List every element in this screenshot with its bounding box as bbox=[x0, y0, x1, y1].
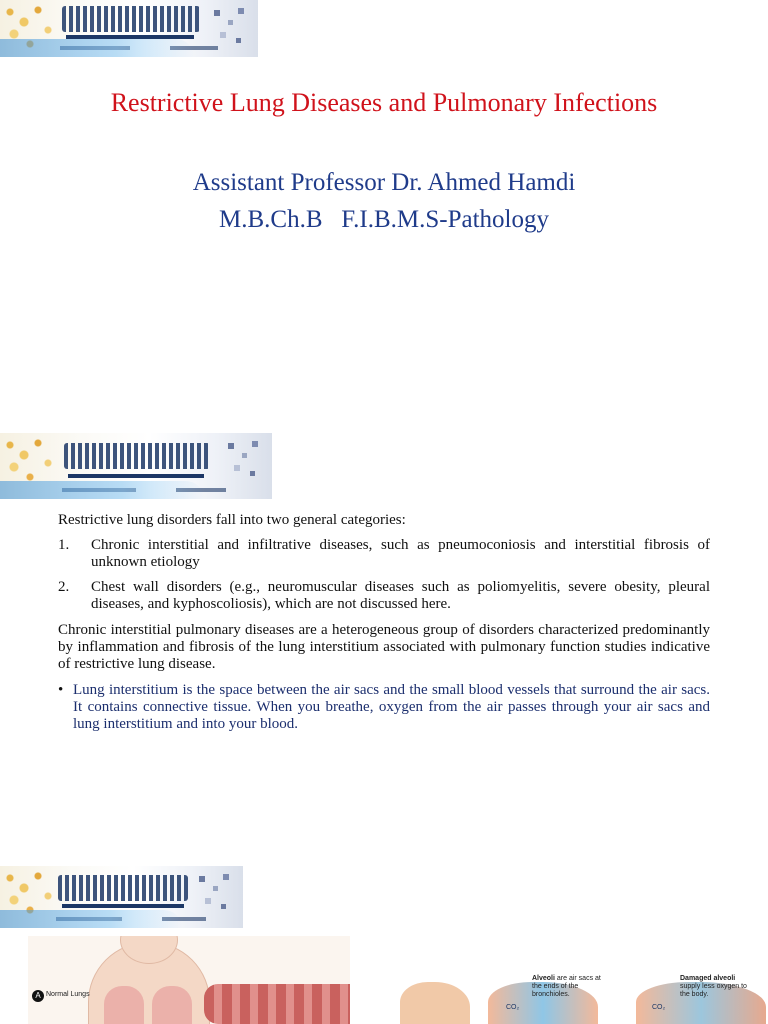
alveoli-label bbox=[532, 975, 602, 999]
figure-badge: A bbox=[32, 990, 44, 1002]
university-logo-calligraphy bbox=[64, 443, 210, 469]
co2-label: CO₂ bbox=[506, 1004, 520, 1011]
co2-label: CO₂ bbox=[652, 1004, 666, 1011]
figure-caption: Normal Lungs bbox=[46, 991, 90, 998]
slide-title: Restrictive Lung Diseases and Pulmonary Infections bbox=[110, 88, 658, 117]
list-item bbox=[58, 537, 710, 571]
banner-swoosh bbox=[0, 910, 182, 928]
definition-paragraph: Chronic interstitial pulmonary diseases are a heterogeneous group of disorders characterized predominantly by inflammation and fibrosis of the lung interstitium associated with pulmonary function studies indicative of restrictive lung disease. bbox=[58, 622, 710, 672]
list-item-number: 1. bbox=[58, 537, 70, 553]
alveoli-illustration bbox=[396, 970, 768, 1024]
airway-shape bbox=[400, 982, 470, 1024]
university-banner bbox=[0, 866, 243, 928]
decorative-cubes bbox=[195, 870, 237, 926]
alveoli-label-rest: are air sacs at the ends of the bronchioles. bbox=[532, 975, 601, 998]
university-logo-calligraphy bbox=[58, 875, 188, 901]
author-name: Assistant Professor Dr. Ahmed Hamdi bbox=[192, 169, 576, 196]
category-list bbox=[58, 537, 710, 621]
right-lung-shape bbox=[152, 986, 192, 1024]
damaged-label-bold: Damaged alveoli bbox=[680, 975, 736, 982]
university-name-strip bbox=[68, 474, 204, 478]
left-lung-shape bbox=[104, 986, 144, 1024]
banner-swoosh bbox=[0, 39, 194, 57]
university-banner bbox=[0, 0, 258, 57]
list-item-text: Chest wall disorders (e.g., neuromuscular diseases such as poliomyelitis, severe obesity, pleural diseases, and kyphoscoliosis), which are not discussed here. bbox=[91, 579, 710, 612]
banner-swoosh bbox=[0, 481, 204, 499]
bronchus-shape bbox=[204, 984, 350, 1024]
decorative-cubes bbox=[224, 437, 266, 496]
list-item-number: 2. bbox=[58, 579, 70, 595]
damaged-label-rest: supply less oxygen to the body. bbox=[680, 983, 747, 998]
alveoli-label-bold: Alveoli bbox=[532, 975, 555, 982]
list-item bbox=[58, 579, 710, 613]
normal-lungs-illustration bbox=[28, 936, 350, 1024]
damaged-alveoli-label bbox=[680, 975, 752, 999]
university-banner bbox=[0, 433, 272, 499]
list-item-text: Chronic interstitial and infiltrative diseases, such as pneumoconiosis and interstitial fibrosis of unknown etiology bbox=[91, 537, 710, 570]
interstitium-bullet bbox=[58, 682, 710, 733]
author-credentials: M.B.Ch.B F.I.B.M.S-Pathology bbox=[218, 206, 549, 233]
bullet-marker: • bbox=[58, 682, 64, 698]
bullet-text: Lung interstitium is the space between the air sacs and the small blood vessels that surround the air sacs. It contains connective tissue. When you breathe, oxygen from the air passes through your air sacs and lung interstitium and into your blood. bbox=[73, 682, 710, 732]
university-logo-calligraphy bbox=[62, 6, 200, 32]
intro-text: Restrictive lung disorders fall into two general categories: bbox=[58, 512, 406, 528]
decorative-cubes bbox=[210, 4, 252, 55]
university-name-strip bbox=[62, 904, 184, 908]
